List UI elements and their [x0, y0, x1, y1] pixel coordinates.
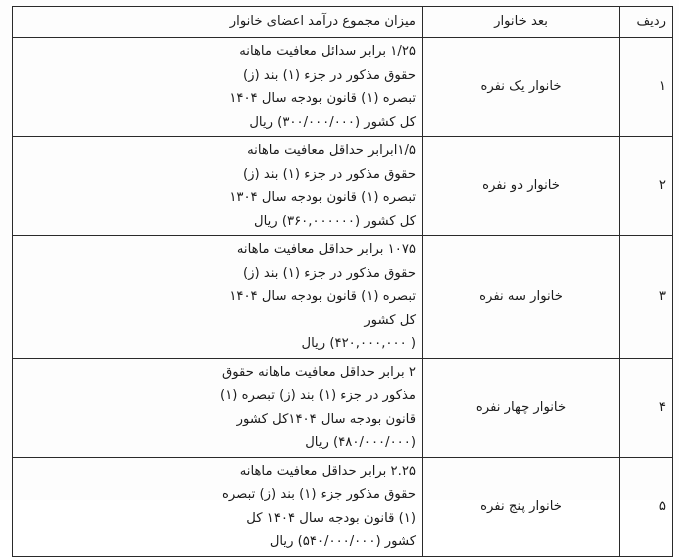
income-line: ( ۴۲۰,۰۰۰,۰۰۰) ریال [301, 336, 416, 351]
income-line: حقوق مذکور در جزء (۱) بند (ز) [243, 67, 416, 83]
row-number: ۳ [620, 236, 673, 359]
income-line: حقوق مذکور در جزء (۱) بند (ز) [243, 265, 416, 281]
income-line: کل کشور [364, 312, 416, 328]
table-row [13, 457, 673, 556]
family-size: خانوار چهار نفره [423, 358, 620, 457]
family-size: خانوار پنج نفره [423, 457, 620, 556]
row-number: ۴ [620, 358, 673, 457]
income-line: کشور (۵۴۰/۰۰۰/۰۰۰) ریال [269, 534, 416, 549]
income-line: قانون بودجه سال ۱۴۰۴کل کشور [236, 411, 416, 427]
income-line: تبصره (۱) قانون بودجه سال ۱۴۰۴ [229, 91, 416, 106]
income-line: (۱) قانون بودجه سال ۱۴۰۴ کل [246, 510, 416, 526]
table-row [13, 358, 673, 457]
header-family-size: بعد خانوار [423, 7, 620, 38]
income-line: ۱۰۷۵ برابر حداقل معافیت ماهانه [236, 242, 416, 257]
income-line: ۲ برابر حداقل معافیت ماهانه حقوق [222, 364, 416, 380]
income-line: (۴۸۰/۰۰۰/۰۰۰) ریال [305, 435, 416, 450]
income-line: حقوق مذکور جزء (۱) بند (ز) تبصره [222, 487, 416, 502]
income-line: تبصره (۱) قانون بودجه سال ۱۴۰۴ [229, 289, 416, 304]
income-line: کل کشور (۳۰۰/۰۰۰/۰۰۰) ریال [249, 114, 416, 130]
table-row [13, 137, 673, 236]
income-line: ۱/۵ابرابر حداقل معافیت ماهانه [247, 143, 416, 158]
table-header-row [13, 7, 673, 38]
header-income: میزان مجموع درآمد اعضای خانوار [13, 7, 423, 38]
household-income-table [12, 6, 673, 557]
income-line: ۱/۲۵ برابر سدائل معافیت ماهانه [239, 44, 416, 59]
family-size: خانوار دو نفره [423, 137, 620, 236]
row-number: ۱ [620, 38, 673, 137]
header-row-number: ردیف [620, 7, 673, 38]
row-number: ۵ [620, 457, 673, 556]
income-cell [13, 457, 423, 556]
income-line: مذکور در جزء (۱) بند (ز) تبصره (۱) [220, 388, 416, 403]
family-size: خانوار یک نفره [423, 38, 620, 137]
table-row [13, 236, 673, 359]
income-line: حقوق مذکور در جزء (۱) بند (ز) [243, 166, 416, 182]
table-row [13, 38, 673, 137]
income-line: تبصره (۱) قانون بودجه سال ۱۳۰۴ [229, 190, 416, 205]
income-cell [13, 38, 423, 137]
income-cell [13, 358, 423, 457]
income-line: کل کشور (۳۶۰,۰۰۰۰۰۰) ریال [254, 213, 416, 229]
income-cell [13, 236, 423, 359]
income-cell [13, 137, 423, 236]
income-line: ۲.۲۵ برابر حداقل معافیت ماهانه [239, 463, 416, 479]
family-size: خانوار سه نفره [423, 236, 620, 359]
row-number: ۲ [620, 137, 673, 236]
